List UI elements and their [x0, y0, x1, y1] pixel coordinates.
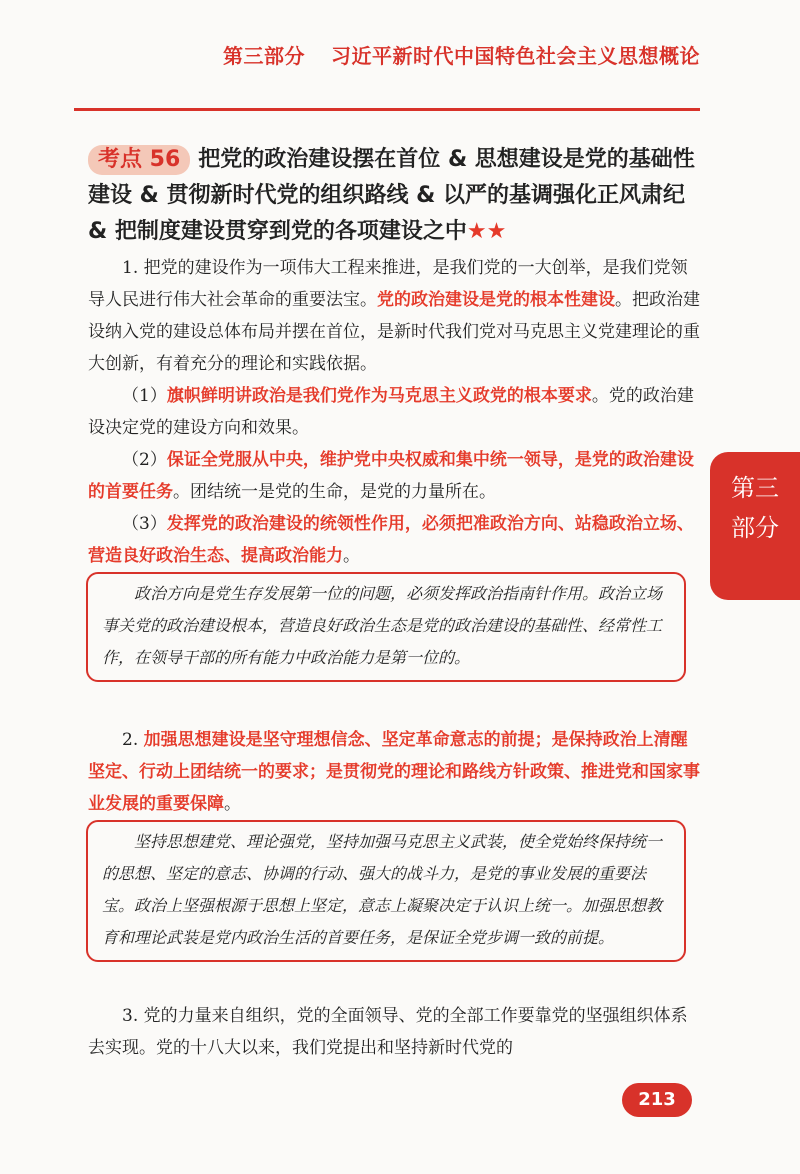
paragraph-2	[88, 380, 700, 444]
paragraph-5	[88, 724, 700, 820]
side-section-tab	[710, 452, 800, 600]
exam-point-badge: 考点 56	[88, 145, 190, 175]
p4-text-c: 。	[343, 546, 360, 566]
p2-highlight: 旗帜鲜明讲政治是我们党作为马克思主义政党的根本要求	[166, 386, 592, 406]
p2-number: （1）	[122, 386, 167, 406]
paragraph-3	[88, 444, 700, 508]
p3-highlight: 保证全党服从中央，维护党中央权威和集中统一领导，是党的政治建设的首要任务	[88, 450, 694, 502]
p1-text-a: 1. 把党的建设作为一项伟大工程来推进，是我们党的一大创举，是我们党领导人民进行伟大社会革命的重要法宝。	[88, 258, 688, 310]
p4-number: （3）	[122, 514, 167, 534]
paragraph-6: 3. 党的力量来自组织，党的全面领导、党的全部工作要靠党的坚强组织体系去实现。党的十八大以来，我们党提出和坚持新时代党的	[88, 1006, 688, 1058]
p2-text-c: 。党的政治建设决定党的建设方向和效果。	[88, 386, 694, 438]
note-box-2: 坚持思想建党、理论强党，坚持加强马克思主义武装，使全党始终保持统一的思想、坚定的意志、协调的行动、强大的战斗力，是党的事业发展的重要法宝。政治上坚强根源于思想上坚定，意志上凝聚决定于认识上统一。加强思想教育和理论武装是党内政治生活的首要任务，是保证全党步调一致的前提。	[86, 820, 686, 962]
p5-number: 2.	[122, 730, 144, 750]
side-tab-line-2: 部分	[731, 514, 779, 542]
p1-highlight: 党的政治建设是党的根本性建设	[377, 290, 615, 310]
p5-text-c: 。	[224, 794, 241, 814]
p3-text-c: 。团结统一是党的生命，是党的力量所在。	[173, 482, 496, 502]
note-box-1: 政治方向是党生存发展第一位的问题，必须发挥政治指南针作用。政治立场事关党的政治建设根本，营造良好政治生态是党的政治建设的基础性、经常性工作，在领导干部的所有能力中政治能力是第一位的。	[86, 572, 686, 682]
header-rule	[74, 108, 700, 111]
running-header	[0, 40, 700, 69]
star-rating: ★★	[466, 219, 507, 244]
p5-highlight: 加强思想建设是坚守理想信念、坚定革命意志的前提；是保持政治上清醒坚定、行动上团结统一的要求；是贯彻党的理论和路线方针政策、推进党和国家事业发展的重要保障	[88, 730, 700, 814]
header-part: 第三部分	[223, 44, 305, 68]
p3-number: （2）	[122, 450, 167, 470]
section-heading	[88, 142, 700, 250]
paragraph-4	[88, 508, 700, 572]
paragraph-1	[88, 252, 700, 380]
page-number: 213	[622, 1083, 692, 1117]
header-title: 习近平新时代中国特色社会主义思想概论	[331, 44, 700, 68]
side-tab-line-1: 第三	[731, 474, 779, 502]
heading-text: 把党的政治建设摆在首位 & 思想建设是党的基础性建设 & 贯彻新时代党的组织路线 & 以严的基调强化正风肃纪 & 把制度建设贯穿到党的各项建设之中	[88, 147, 695, 244]
p1-text-c: 。把政治建设纳入党的建设总体布局并摆在首位，是新时代我们党对马克思主义党建理论的重大创新，有着充分的理论和实践依据。	[88, 290, 700, 374]
p4-highlight: 发挥党的政治建设的统领性作用，必须把准政治方向、站稳政治立场、营造良好政治生态、提高政治能力	[88, 514, 694, 566]
